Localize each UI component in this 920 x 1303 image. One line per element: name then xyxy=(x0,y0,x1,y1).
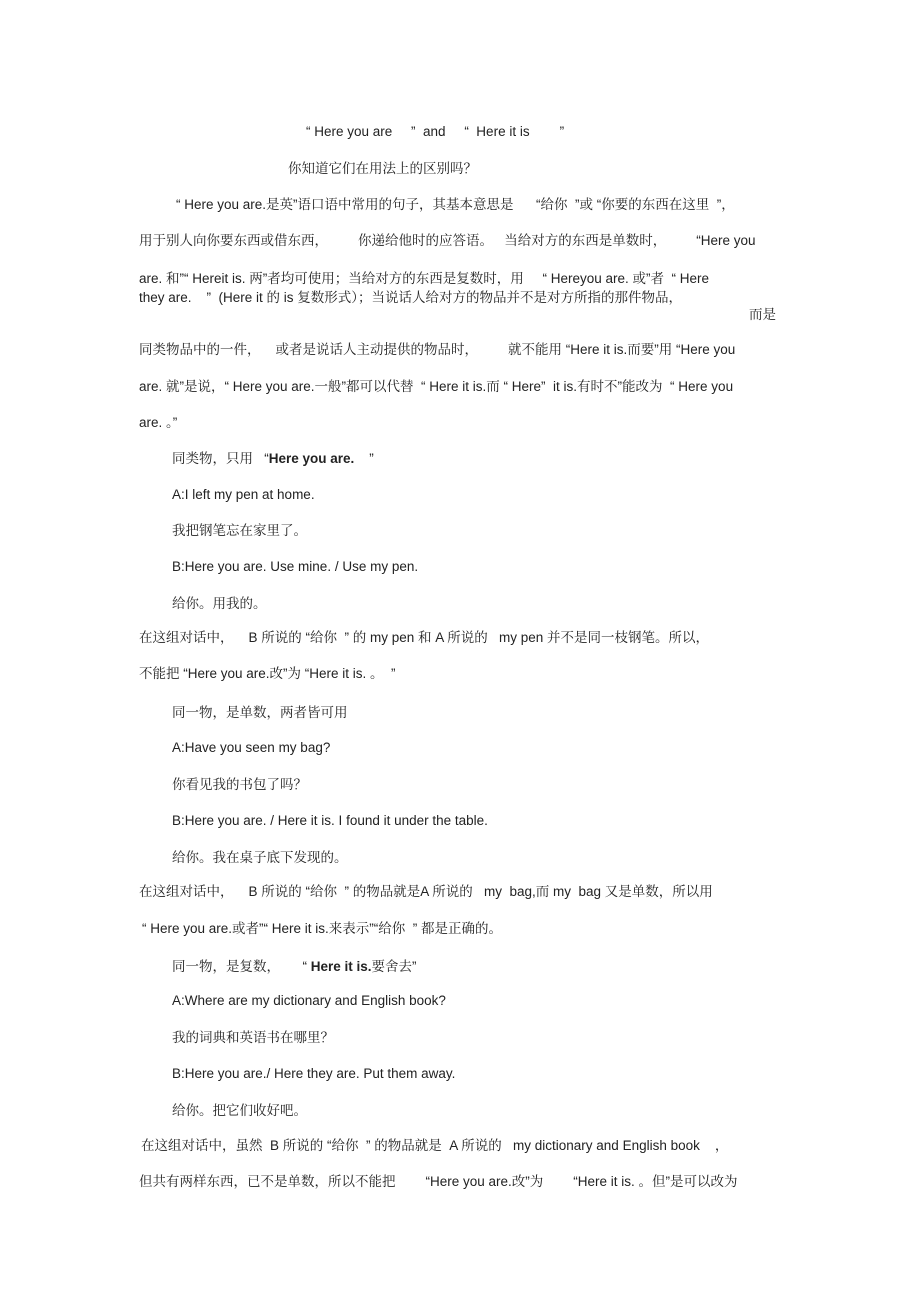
case1-note-1: 在这组对话中， B 所说的 “给你 ” 的 my pen 和 A 所说的 my pen 并不是同一枝钢笔。所以， xyxy=(139,630,710,645)
case2-a-en: A:Have you seen my bag? xyxy=(172,740,331,755)
case1-a-zh: 我把钢笔忘在家里了。 xyxy=(172,523,307,538)
case3-heading-post: 要舍去” xyxy=(371,959,417,974)
intro-line-3: are. 和”“ Hereit is. 两”者均可使用；当给对方的东西是复数时，用 “ Hereyou are. 或”者 “ Here xyxy=(139,271,710,286)
case1-heading-post: ” xyxy=(354,451,374,466)
intro-line-2: 用于别人向你要东西或借东西， 你递给他时的应答语。 当给对方的东西是单数时， “Here you xyxy=(139,233,756,248)
case3-note-2: 但共有两样东西，已不是单数，所以不能把 “Here you are.改”为 “Here it is. 。但”是可以改为 xyxy=(139,1174,738,1189)
case2-note-1: 在这组对话中， B 所说的 “给你 ” 的物品就是A 所说的 my bag,而 my bag 又是单数，所以用 xyxy=(139,884,713,899)
case2-b-zh: 给你。我在桌子底下发现的。 xyxy=(172,850,348,865)
intro-line-5: 而是 xyxy=(749,307,776,322)
subtitle-line: 你知道它们在用法上的区别吗？ xyxy=(288,161,477,176)
case1-heading xyxy=(172,450,374,468)
case1-b-en: B:Here you are. Use mine. / Use my pen. xyxy=(172,559,419,574)
case3-a-en: A:Where are my dictionary and English book? xyxy=(172,993,446,1008)
case3-note-1: 在这组对话中，虽然 B 所说的 “给你 ” 的物品就是 A 所说的 my dictionary and English book ， xyxy=(141,1138,729,1153)
case3-heading-bold: Here it is. xyxy=(310,959,372,974)
intro-line-6: 同类物品中的一件， 或者是说话人主动提供的物品时， 就不能用 “Here it is.而要”用 “Here you xyxy=(139,342,736,357)
case3-b-en: B:Here you are./ Here they are. Put them away. xyxy=(172,1066,456,1081)
case3-heading-pre: 同一物，是复数， “ xyxy=(172,959,311,974)
intro-line-8: are. 。” xyxy=(139,415,178,430)
intro-line-1: “ Here you are.是英”语口语中常用的句子，其基本意思是 “给你 ”或 “你要的东西在这里 ”， xyxy=(176,197,735,212)
case1-a-en: A:I left my pen at home. xyxy=(172,487,315,502)
case3-a-zh: 我的词典和英语书在哪里？ xyxy=(172,1030,334,1045)
case2-heading: 同一物，是单数，两者皆可用 xyxy=(172,705,348,720)
case2-a-zh: 你看见我的书包了吗？ xyxy=(172,777,307,792)
intro-line-7: are. 就”是说，“ Here you are.一般”都可以代替 “ Here it is.而 “ Here” it is.有时不”能改为 “ Here you xyxy=(139,379,734,394)
case1-heading-pre: 同类物，只用 “ xyxy=(172,451,269,466)
case2-b-en: B:Here you are. / Here it is. I found it under the table. xyxy=(172,813,488,828)
case1-note-2: 不能把 “Here you are.改”为 “Here it is. 。 ” xyxy=(139,666,396,681)
case3-b-zh: 给你。把它们收好吧。 xyxy=(172,1103,307,1118)
case1-b-zh: 给你。用我的。 xyxy=(172,596,267,611)
intro-line-4: they are. ” (Here it 的 is 复数形式）；当说话人给对方的物品并不是对方所指的那件物品， xyxy=(139,290,683,305)
case2-note-2: “ Here you are.或者”“ Here it is.来表示”“给你 ” 都是正确的。 xyxy=(142,921,503,936)
case3-heading xyxy=(172,958,417,976)
title-line: “ Here you are ” and “ Here it is ” xyxy=(306,124,565,139)
case1-heading-bold: Here you are. xyxy=(268,451,355,466)
